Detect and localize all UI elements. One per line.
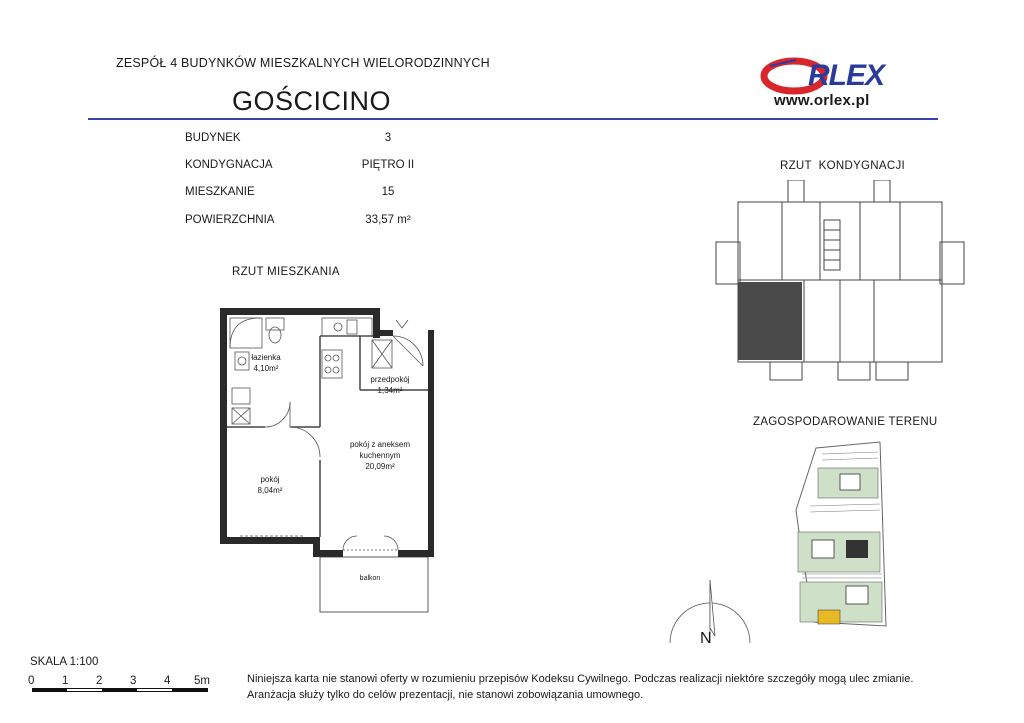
room-balcony: balkon [359, 575, 381, 582]
info-label-floor: KONDYGNACJA [185, 159, 273, 171]
floor-plan-heading: RZUT KONDYGNACJI [780, 160, 906, 172]
floor-key-plan [712, 180, 968, 385]
disclaimer [247, 671, 967, 703]
project-title: GOŚCICINO [232, 86, 392, 116]
room-hall [360, 374, 420, 396]
room-bathroom [236, 352, 296, 374]
room-living-area: 20,09m² [365, 462, 395, 471]
room-bedroom-area: 8,04m² [257, 486, 283, 495]
room-bathroom-area: 4,10m² [253, 364, 279, 373]
svg-text:RLEX: RLEX [808, 59, 885, 92]
scale-tick-5: 5m [194, 675, 210, 687]
room-living-name-2: kuchennym [359, 451, 401, 460]
highlighted-apartment [738, 282, 802, 360]
scale-tick-0: 0 [28, 675, 35, 687]
scale-bar [32, 688, 208, 692]
info-value-area: 33,57 m² [365, 214, 411, 226]
scale-label: SKALA 1:100 [30, 656, 99, 668]
info-label-apartment: MIESZKANIE [185, 186, 255, 198]
info-value-apartment: 15 [381, 186, 395, 198]
info-value-building: 3 [384, 132, 392, 144]
room-living-name-1: pokój z aneksem [349, 440, 411, 449]
scale-tick-4: 4 [164, 675, 171, 687]
room-hall-area: 1,34m² [377, 386, 403, 395]
disclaimer-line-2: Aranżacja służy tylko do celów prezentacji, nie stanowi zobowiązania umownego. [247, 689, 644, 701]
info-label-area: POWIERZCHNIA [185, 214, 275, 226]
apartment-plan-heading: RZUT MIESZKANIA [232, 266, 340, 278]
compass-north-label: N [700, 630, 712, 647]
disclaimer-line-1: Niniejsza karta nie stanowi oferty w rozumieniu przepisów Kodeksu Cywilnego. Podczas realizacji niektóre szczegóły mogą ulec zmianie. [247, 673, 914, 685]
header-divider [88, 118, 938, 120]
project-subtitle: ZESPÓŁ 4 BUDYNKÓW MIESZKALNYCH WIELORODZINNYCH [116, 56, 490, 70]
room-bathroom-name: łazienka [251, 353, 281, 362]
room-bedroom [240, 474, 300, 496]
site-plan [788, 440, 888, 630]
scale-tick-2: 2 [96, 675, 103, 687]
site-plan-heading: ZAGOSPODAROWANIE TERENU [753, 416, 938, 428]
room-bedroom-name: pokój [260, 475, 280, 484]
room-hall-name: przedpokój [370, 375, 410, 384]
info-value-floor: PIĘTRO II [361, 159, 415, 171]
website-url: www.orlex.pl [774, 92, 870, 109]
room-living [330, 439, 430, 472]
info-label-building: BUDYNEK [185, 132, 241, 144]
scale-tick-3: 3 [130, 675, 137, 687]
scale-tick-1: 1 [62, 675, 69, 687]
